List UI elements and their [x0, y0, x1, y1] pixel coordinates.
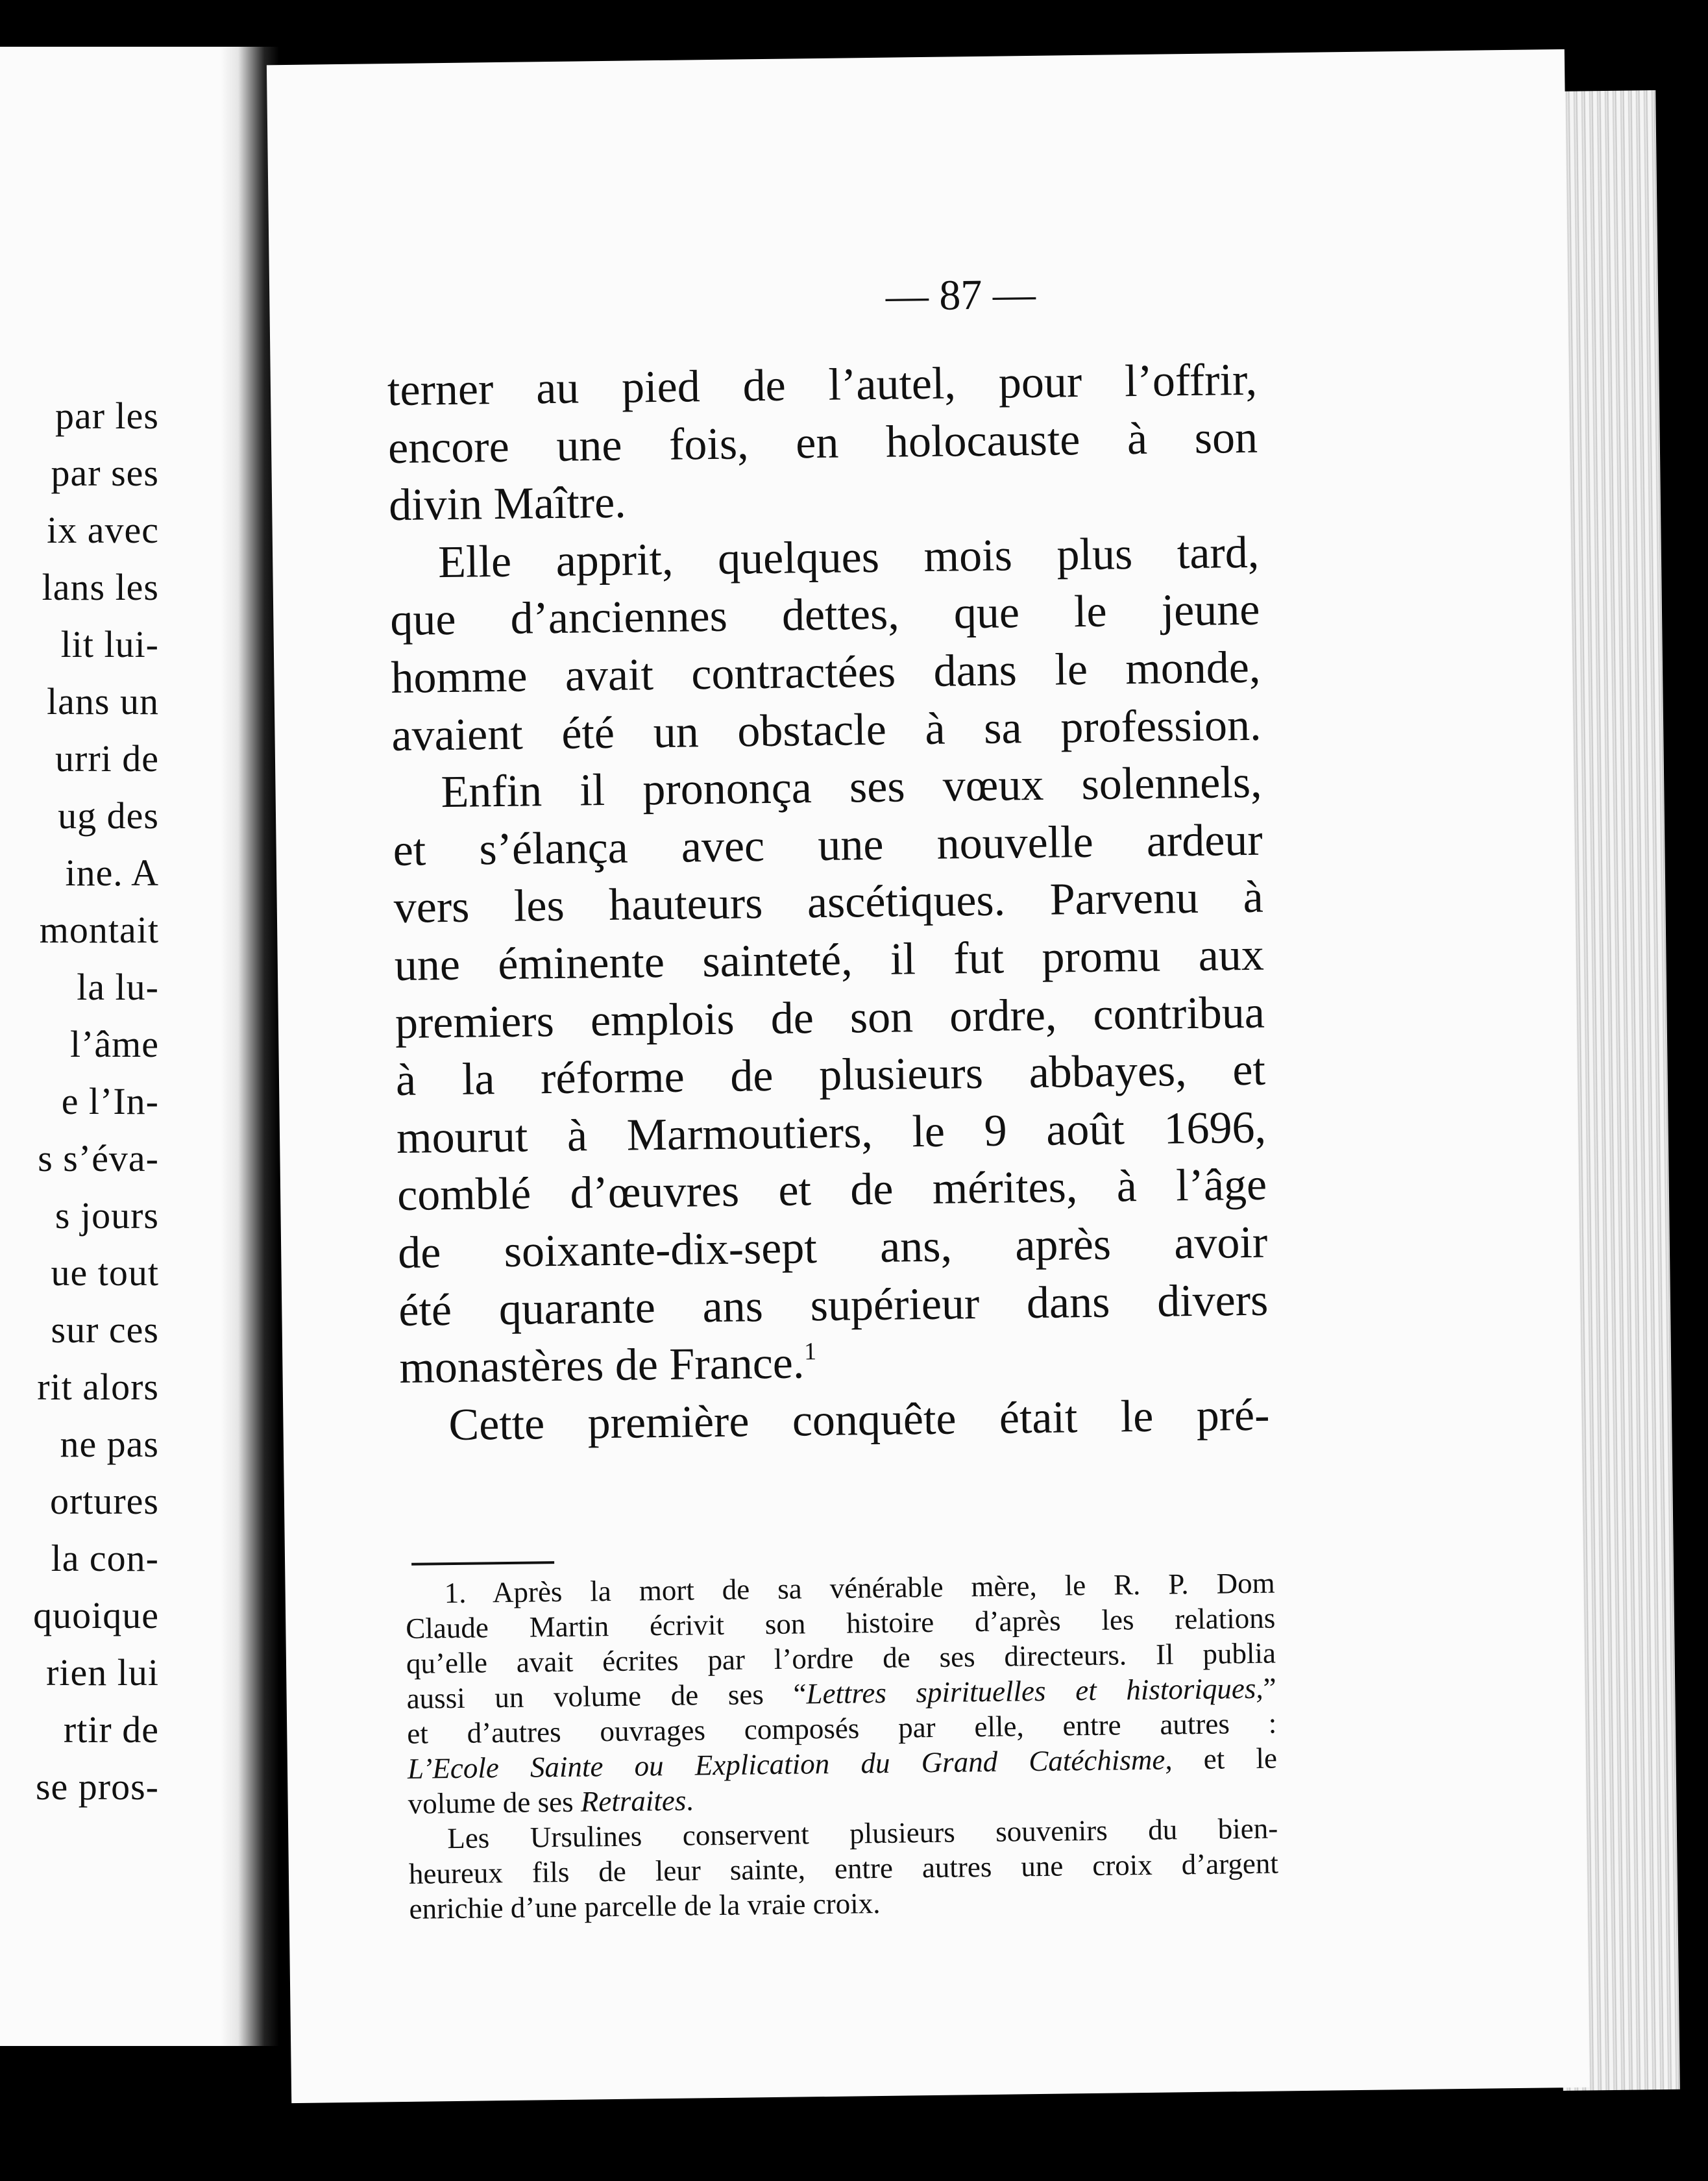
text-line: à la réforme de plusieurs abbayes, et — [395, 1044, 1266, 1106]
footnote-line: Les Ursulines conservent plusieurs souvenirs du bien- — [446, 1812, 1278, 1855]
text-line: une éminente sainteté, il fut promu aux — [394, 930, 1265, 991]
text-line: et s’élança avec une nouvelle ardeur — [393, 815, 1263, 876]
text-line: la con- — [51, 1537, 159, 1579]
footnote-line: 1. Après la mort de sa vénérable mère, le R. P. Dom — [444, 1566, 1275, 1610]
text-line: premiers emplois de son ordre, contribua — [395, 987, 1265, 1048]
page-number: — 87 — — [885, 270, 1036, 320]
text-line: Elle apprit, quelques mois plus tard, — [437, 527, 1260, 587]
text-line: rtir de — [63, 1708, 159, 1751]
text-line: vers les hauteurs ascétiques. Parvenu à — [393, 872, 1264, 933]
text-line: terner au pied de l’autel, pour l’offrir, — [387, 354, 1258, 416]
text-line: été quarante ans supérieur dans divers — [398, 1275, 1269, 1336]
text-line: rien lui — [46, 1651, 159, 1694]
text-line: ine. A — [65, 852, 159, 894]
text-line: mourut à Marmoutiers, le 9 août 1696, — [396, 1102, 1267, 1163]
text-line: par ses — [51, 452, 159, 494]
footnote-text: volume de ses — [408, 1785, 581, 1820]
footnote-marker: 1 — [803, 1338, 817, 1366]
text-line: comblé d’œuvres et de mérites, à l’âge — [396, 1159, 1267, 1221]
text-line: quoique — [33, 1594, 159, 1636]
text-line: lit lui- — [60, 623, 159, 665]
footnotes — [405, 1566, 1278, 1927]
text-line: la lu- — [77, 966, 159, 1008]
text-line: avaient été un obstacle à sa profession. — [391, 700, 1262, 761]
text-line: encore une fois, en holocauste à son — [387, 412, 1258, 473]
footnote-text: . — [685, 1784, 694, 1817]
footnote-italic-title: L’Ecole Sainte ou Explication du Grand Catéchisme, — [407, 1743, 1173, 1785]
footnote-line: Claude Martin écrivit son histoire d’après les relations — [406, 1601, 1276, 1645]
footnote-line: heureux fils de leur sainte, entre autres une croix d’argent — [408, 1847, 1279, 1890]
text-line: urri de — [55, 737, 159, 780]
text-line: lans un — [47, 680, 159, 722]
footnote-text: aussi un volume de ses “ — [406, 1677, 807, 1715]
text-line: ue tout — [51, 1251, 159, 1294]
footnote-italic-title: Retraites — [580, 1784, 687, 1818]
text-line: homme avait contractées dans le monde, — [390, 642, 1261, 704]
text-line: ix avec — [47, 509, 159, 551]
text-line: l’âme — [69, 1023, 159, 1065]
previous-page-text — [0, 388, 159, 1816]
book-page — [267, 49, 1589, 2103]
text-line: e l’In- — [61, 1080, 159, 1122]
footnote-text: et le — [1172, 1742, 1278, 1776]
text-line: s s’éva- — [38, 1137, 159, 1179]
text-line: ug des — [58, 795, 159, 837]
text-line: Cette première conquête était le pré- — [448, 1390, 1270, 1450]
text-line — [399, 1329, 1269, 1398]
text-line: par les — [55, 395, 159, 437]
text-line: montait — [39, 909, 159, 951]
text-line: de soixante-dix-sept ans, après avoir — [397, 1217, 1268, 1278]
text-line: ortures — [49, 1480, 159, 1522]
text-line: que d’anciennes dettes, que le jeune — [389, 585, 1260, 646]
footnote-italic-title: Lettres spirituelles et historiques, — [806, 1671, 1263, 1710]
footnote-text: ” — [1263, 1671, 1276, 1705]
text-line: Enfin il prononça ses vœux solennels, — [441, 757, 1262, 818]
text-line: sur ces — [51, 1309, 159, 1351]
footnote-line: qu’elle avait écrites par l’ordre de ses directeurs. Il publia — [406, 1636, 1276, 1680]
text-line: rit alors — [37, 1366, 159, 1408]
text-line: divin Maître. — [388, 477, 627, 531]
footnote-rule — [411, 1561, 554, 1566]
text-line-content: monastères de France. — [398, 1338, 805, 1394]
text-line: ne pas — [60, 1423, 159, 1465]
text-line: se pros- — [35, 1766, 159, 1808]
footnote-line: et d’autres ouvrages composés par elle, entre autres : — [407, 1707, 1277, 1750]
text-line: lans les — [42, 566, 159, 608]
footnote-line: enrichie d’une parcelle de la vraie croix. — [409, 1886, 881, 1925]
text-line: s jours — [55, 1194, 159, 1237]
body-text — [387, 352, 1270, 1455]
